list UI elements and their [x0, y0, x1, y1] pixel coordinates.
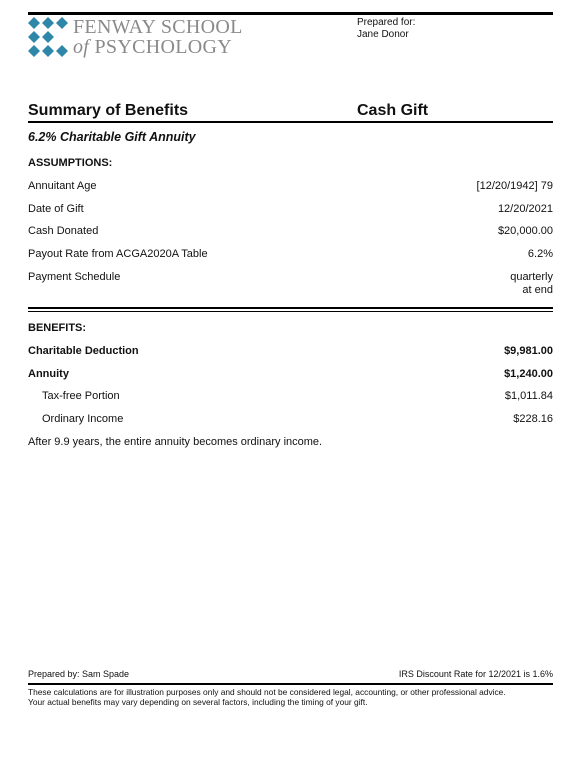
logo-line-1: FENWAY SCHOOL	[73, 16, 243, 38]
benefits-label: BENEFITS:	[28, 322, 87, 334]
summary-heading-row	[28, 101, 553, 123]
assumption-label: Payout Rate from ACGA2020A Table	[28, 248, 208, 260]
logo-wordmark	[73, 17, 243, 57]
benefit-label: Tax-free Portion	[42, 390, 120, 402]
assumption-value	[510, 271, 553, 297]
benefit-label: Ordinary Income	[42, 413, 124, 425]
footer-rule	[28, 683, 553, 685]
prepared-for-block	[357, 17, 415, 41]
irs-discount-rate: IRS Discount Rate for 12/2021 is 1.6%	[398, 669, 553, 679]
document-page	[28, 0, 553, 761]
top-rule	[28, 12, 553, 15]
benefit-value: $1,011.84	[504, 390, 553, 402]
prepared-for-name: Jane Donor	[357, 29, 409, 40]
assumption-label: Annuitant Age	[28, 180, 97, 192]
disclaimer-line-1: These calculations are for illustration purposes only and should not be considered legal, accounting, or other professional advice.	[28, 687, 506, 697]
assumption-label: Payment Schedule	[28, 271, 121, 283]
assumption-value: 6.2%	[527, 248, 553, 260]
annuity-title: 6.2% Charitable Gift Annuity	[28, 130, 196, 144]
diamond-logo-icon	[28, 17, 68, 57]
benefit-label: Charitable Deduction	[28, 345, 139, 357]
page-title: Summary of Benefits	[28, 102, 189, 119]
benefit-value: $1,240.00	[504, 368, 553, 380]
schedule-line-2: at end	[522, 284, 553, 296]
prepared-by: Prepared by: Sam Spade	[28, 669, 130, 679]
logo-of: of	[73, 36, 90, 58]
assumption-label: Cash Donated	[28, 225, 99, 237]
annuity-note: After 9.9 years, the entire annuity becomes ordinary income.	[28, 436, 323, 448]
assumption-row-schedule	[28, 271, 553, 297]
gift-type: Cash Gift	[357, 102, 429, 119]
benefit-label: Annuity	[28, 368, 69, 380]
benefit-value: $9,981.00	[504, 345, 553, 357]
assumption-value: [12/20/1942] 79	[476, 180, 553, 192]
assumptions-label: ASSUMPTIONS:	[28, 157, 113, 169]
school-logo	[28, 17, 268, 61]
schedule-line-1: quarterly	[510, 271, 553, 283]
prepared-for-label: Prepared for:	[357, 17, 416, 28]
disclaimer	[28, 687, 506, 707]
logo-line-2	[73, 37, 243, 57]
section-divider	[28, 307, 553, 312]
benefit-value: $228.16	[513, 413, 553, 425]
assumption-label: Date of Gift	[28, 203, 84, 215]
assumption-value: 12/20/2021	[497, 203, 553, 215]
disclaimer-line-2: Your actual benefits may vary depending on several factors, including the timing of your gift.	[28, 697, 368, 707]
assumption-value: $20,000.00	[497, 225, 553, 237]
logo-psychology: PSYCHOLOGY	[94, 36, 232, 58]
